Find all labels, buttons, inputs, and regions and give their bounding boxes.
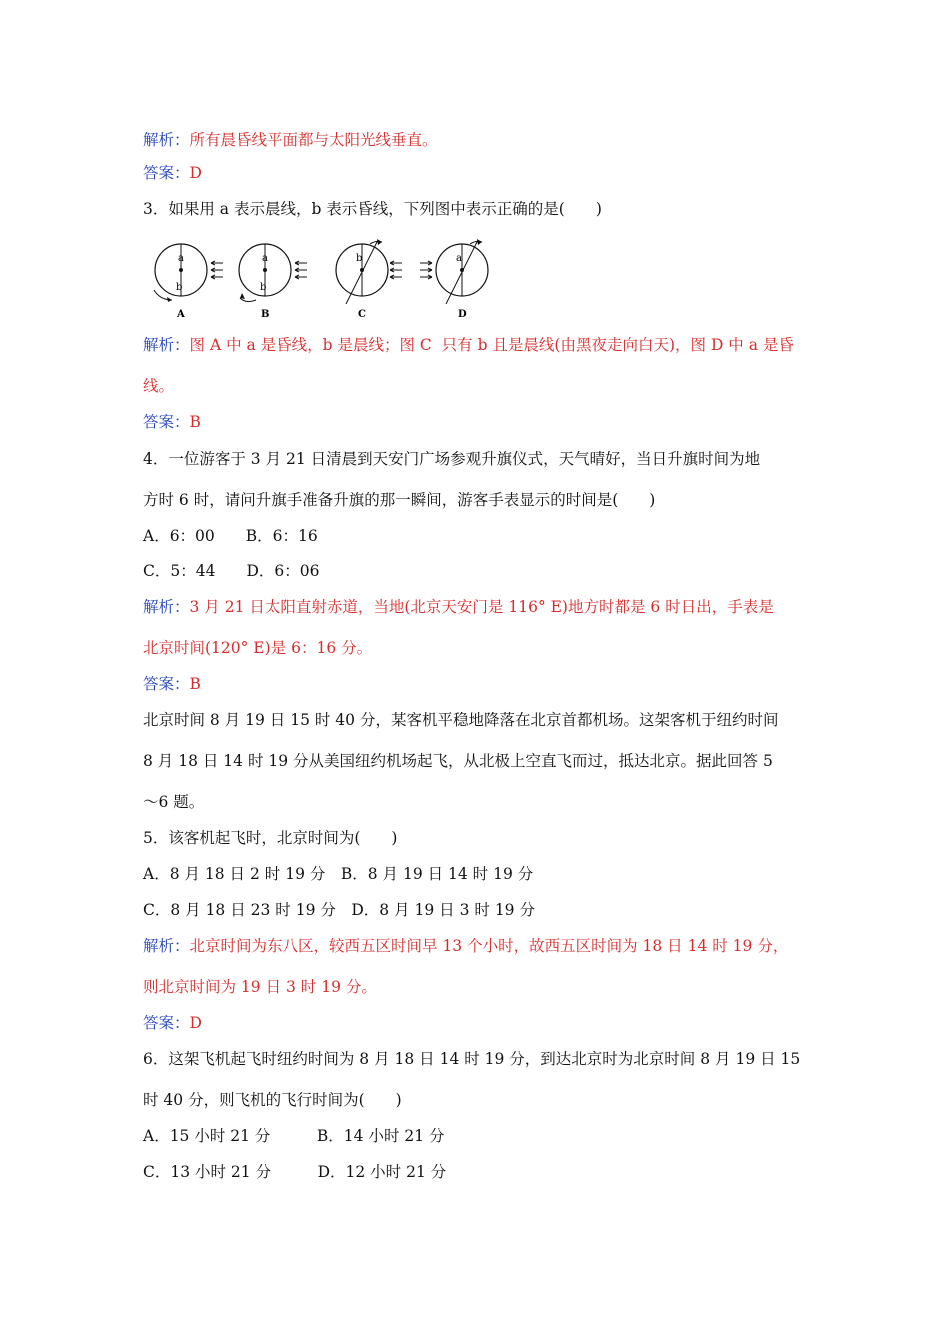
analysis-continuation: 线。: [143, 377, 175, 395]
answer-label: 答案：: [143, 164, 190, 182]
panel-caption: B: [261, 309, 270, 320]
arrowhead-icon: [240, 293, 245, 299]
panel-d: [420, 239, 488, 320]
options-cd: C．13 小时 21 分 D．12 小时 21 分: [143, 1163, 447, 1181]
question-3: 3．如果用 a 表示晨线，b 表示昏线，下列图中表示正确的是( ): [143, 200, 602, 218]
question-5: 5．该客机起飞时，北京时间为( ): [143, 829, 398, 847]
arrowhead-icon: [377, 239, 382, 245]
answer-line: [143, 674, 201, 694]
passage-line: 8 月 18 日 14 时 19 分从美国纽约机场起飞，从北极上空直飞而过，抵达北京。据此回答 5: [143, 752, 773, 770]
label-top: a: [178, 253, 184, 264]
terminator-diagram: [150, 238, 510, 320]
analysis-line: [143, 130, 438, 150]
answer-line: [143, 1013, 202, 1033]
analysis-label: 解析：: [143, 336, 190, 354]
answer-text: B: [189, 413, 201, 431]
label-top: b: [356, 253, 363, 264]
label-bottom: b: [176, 282, 183, 293]
label-bottom: b: [260, 282, 267, 293]
sunlight-arrows-icon: [390, 261, 402, 279]
sunlight-arrows-icon: [420, 261, 432, 279]
answer-line: [143, 163, 202, 183]
analysis-line: [143, 597, 774, 617]
analysis-text: 所有晨昏线平面都与太阳光线垂直。: [189, 131, 438, 149]
analysis-continuation: 北京时间(120° E)是 6：16 分。: [143, 639, 373, 657]
answer-label: 答案：: [143, 413, 190, 431]
rotation-arrow-icon: [240, 298, 256, 302]
answer-label: 答案：: [143, 675, 190, 693]
analysis-line: [143, 335, 794, 355]
options-ab: A．6：00 B．6：16: [143, 527, 318, 545]
panel-c: [336, 239, 402, 320]
arrowhead-icon: [477, 239, 482, 245]
pole-dot: [179, 268, 183, 272]
options-cd: C．8 月 18 日 23 时 19 分 D．8 月 19 日 3 时 19 分: [143, 901, 535, 919]
answer-line: [143, 412, 201, 432]
options-ab: A．8 月 18 日 2 时 19 分 B．8 月 19 日 14 时 19 分: [143, 865, 534, 883]
pole-dot: [263, 268, 267, 272]
analysis-text: 图 A 中 a 是昏线，b 是晨线；图 C 只有 b 且是晨线(由黑夜走向白天)，图 D 中 a 是昏: [189, 336, 794, 354]
sunlight-arrows-icon: [295, 261, 307, 279]
question-6: 6．这架飞机起飞时纽约时间为 8 月 18 日 14 时 19 分，到达北京时为北京时间 8 月 19 日 15: [143, 1050, 801, 1068]
sunlight-arrows-icon: [211, 261, 223, 279]
analysis-text: 3 月 21 日太阳直射赤道，当地(北京天安门是 116° E)地方时都是 6 时日出，手表是: [189, 598, 774, 616]
label-top: a: [262, 253, 268, 264]
answer-text: D: [189, 164, 202, 182]
label-top: a: [456, 253, 462, 264]
answer-label: 答案：: [143, 1014, 190, 1032]
panel-caption: C: [358, 309, 366, 320]
panel-caption: D: [458, 309, 467, 320]
question-6-continuation: 时 40 分，则飞机的飞行时间为( ): [143, 1091, 402, 1109]
pole-dot: [460, 268, 464, 272]
options-ab: A．15 小时 21 分 B．14 小时 21 分: [143, 1127, 445, 1145]
answer-text: B: [189, 675, 201, 693]
panel-b: [239, 244, 307, 320]
panel-caption: A: [177, 309, 185, 320]
options-cd: C．5：44 D．6：06: [143, 562, 320, 580]
analysis-line: [143, 936, 788, 956]
analysis-continuation: 则北京时间为 19 日 3 时 19 分。: [143, 978, 377, 996]
panel-a: [154, 244, 223, 320]
analysis-text: 北京时间为东八区，较西五区时间早 13 个小时，故西五区时间为 18 日 14 时 19 分，: [189, 937, 789, 955]
passage-line: ～6 题。: [143, 793, 205, 811]
answer-text: D: [189, 1014, 202, 1032]
analysis-label: 解析：: [143, 598, 190, 616]
analysis-label: 解析：: [143, 937, 190, 955]
analysis-label: 解析：: [143, 131, 190, 149]
question-4: 4．一位游客于 3 月 21 日清晨到天安门广场参观升旗仪式，天气晴好，当日升旗时间为地: [143, 450, 761, 468]
pole-dot: [360, 268, 364, 272]
passage-line: 北京时间 8 月 19 日 15 时 40 分，某客机平稳地降落在北京首都机场。这架客机于纽约时间: [143, 711, 779, 729]
question-4-continuation: 方时 6 时，请问升旗手准备升旗的那一瞬间，游客手表显示的时间是( ): [143, 491, 656, 509]
